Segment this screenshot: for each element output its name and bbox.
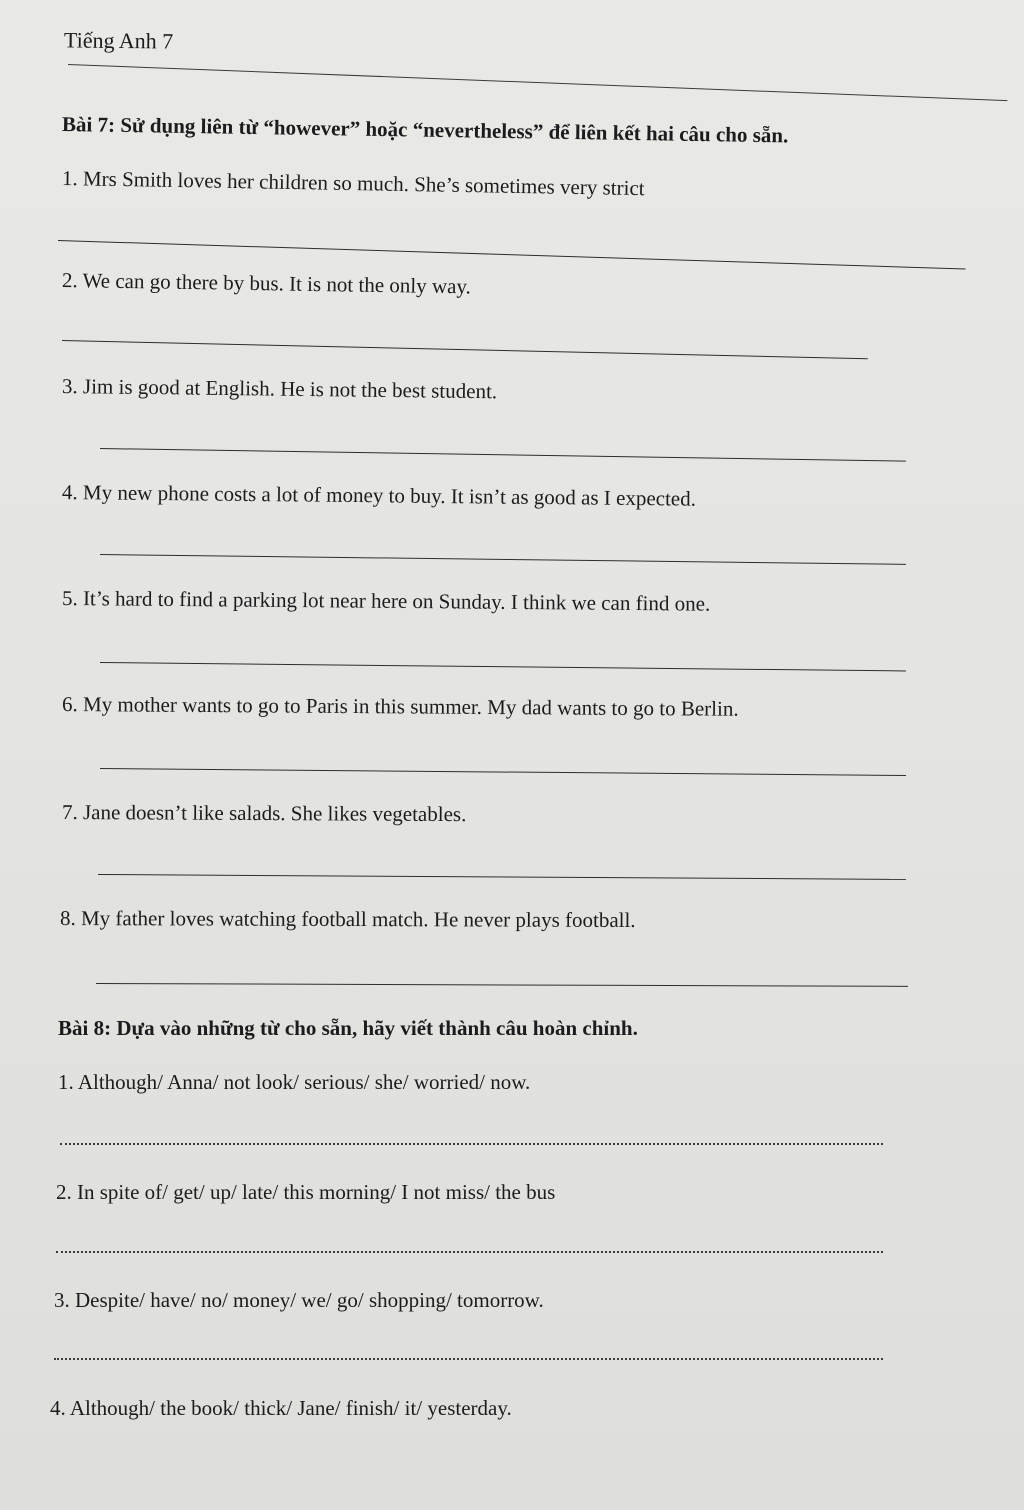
section-7-question-6: 6. My mother wants to go to Paris in this summer. My dad wants to go to Berlin. [61, 692, 739, 721]
answer-line-7-6[interactable] [100, 768, 906, 776]
section-7-question-4: 4. My new phone costs a lot of money to buy. It isn’t as good as I expected. [61, 480, 697, 511]
answer-line-7-5[interactable] [100, 662, 906, 671]
section-7-question-8: 8. My father loves watching football match. He never plays football. [59, 906, 636, 933]
answer-dotted-line-8-3[interactable] [54, 1358, 883, 1360]
answer-line-7-7[interactable] [98, 874, 906, 880]
answer-dotted-line-8-1[interactable] [60, 1143, 883, 1145]
section-7-question-3: 3. Jim is good at English. He is not the best student. [61, 374, 498, 404]
section-8-question-4: 4. Although/ the book/ thick/ Jane/ finish/ it/ yesterday. [50, 1396, 512, 1420]
section-7-question-2: 2. We can go there by bus. It is not the only way. [61, 268, 472, 299]
header-divider [68, 64, 1007, 101]
section-7-title: Bài 7: Sử dụng liên từ “however” hoặc “nevertheless” để liên kết hai câu cho sẵn. [61, 112, 789, 148]
section-7-question-5: 5. It’s hard to find a parking lot near here on Sunday. I think we can find one. [61, 586, 711, 616]
section-8-question-1: 1. Although/ Anna/ not look/ serious/ she/ worried/ now. [58, 1070, 531, 1094]
section-7-question-1: 1. Mrs Smith loves her children so much. She’s sometimes very strict [61, 166, 645, 201]
answer-line-7-2[interactable] [62, 340, 868, 359]
answer-dotted-line-8-2[interactable] [56, 1251, 883, 1253]
answer-line-7-4[interactable] [100, 554, 906, 565]
section-7-question-7: 7. Jane doesn’t like salads. She likes vegetables. [61, 800, 467, 827]
section-8-question-3: 3. Despite/ have/ no/ money/ we/ go/ shopping/ tomorrow. [54, 1288, 544, 1312]
section-8-title: Bài 8: Dựa vào những từ cho sẵn, hãy viết thành câu hoàn chỉnh. [58, 1016, 638, 1040]
answer-line-7-1[interactable] [58, 240, 966, 270]
answer-line-7-8[interactable] [96, 983, 908, 987]
answer-line-7-3[interactable] [100, 448, 906, 462]
header-title: Tiếng Anh 7 [63, 27, 174, 54]
section-8-question-2: 2. In spite of/ get/ up/ late/ this morning/ I not miss/ the bus [56, 1180, 556, 1204]
